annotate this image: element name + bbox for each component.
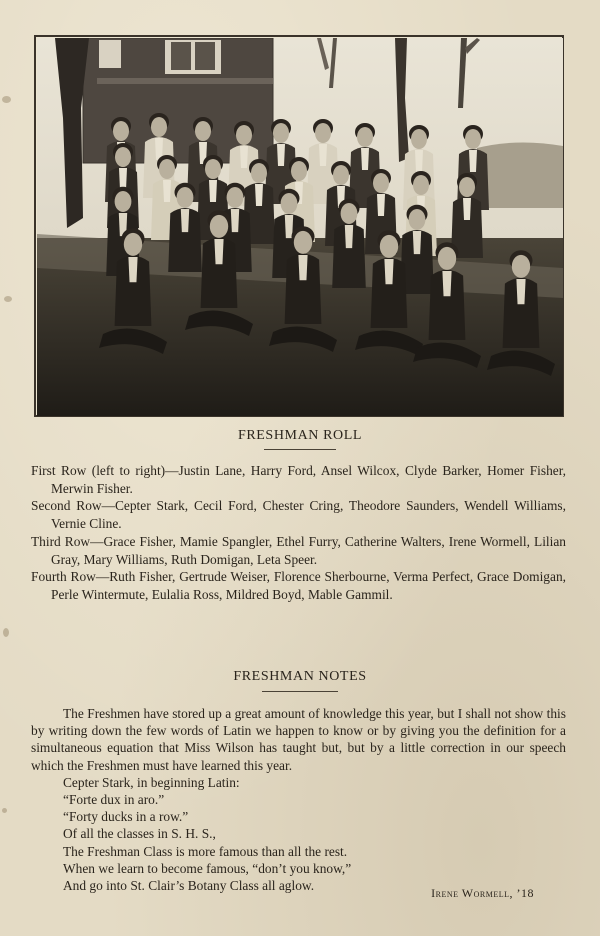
- person-collar: [384, 259, 393, 284]
- person-collar: [163, 180, 171, 202]
- person-face: [357, 127, 373, 147]
- person-collar: [415, 150, 423, 172]
- paper-stain: [2, 96, 11, 103]
- person-face: [195, 121, 211, 141]
- person-face: [294, 231, 312, 254]
- class-photo-icon: [37, 38, 563, 416]
- person-collar: [345, 225, 353, 248]
- person-face: [512, 255, 530, 278]
- paper-stain: [3, 628, 9, 637]
- notes-paragraph: The Freshmen have stored up a great amount of knowledge this year, but I shall not show this by writing down the few words of Latin we happen to know or by giving you the definition for a simultaneous equation that Miss Wilson has taught but, but by a little correction in our speech which the Freshmen must have learned this year.: [31, 706, 566, 773]
- person-collar: [209, 180, 217, 202]
- author-signature: Irene Wormell, ’18: [431, 886, 534, 900]
- person-collar: [298, 255, 307, 280]
- person-face: [315, 123, 331, 143]
- person-face: [291, 161, 307, 181]
- person-face: [273, 123, 289, 143]
- person-collar: [231, 209, 239, 232]
- notes-line: The Freshman Class is more famous than all the rest.: [63, 843, 348, 859]
- person-face: [281, 193, 298, 214]
- person-collar: [361, 148, 369, 170]
- person-face: [465, 129, 481, 149]
- paper-stain: [2, 808, 7, 813]
- person-collar: [463, 198, 471, 220]
- notes-line: When we learn to become famous, “don’t you know,”: [63, 860, 352, 876]
- person-face: [113, 121, 129, 141]
- roll-third-row: Third Row—Grace Fisher, Mamie Spangler, Ethel Furry, Catherine Walters, Irene Wormell, Lilian Gray, Mary Williams, Ruth Domigan, Leta Speer.: [31, 533, 566, 567]
- person-face: [227, 187, 244, 208]
- person-face: [373, 173, 389, 193]
- roll-fourth-row: Fourth Row—Ruth Fisher, Gertrude Weiser, Florence Sherbourne, Verma Perfect, Grace Domigan, Perle Wintermute, Eulalia Ross, Mildred Boyd, Mable Gammil.: [31, 569, 566, 602]
- person-collar: [255, 184, 263, 206]
- person-collar: [319, 144, 327, 166]
- person-face: [236, 125, 252, 145]
- notes-line: Cepter Stark, in beginning Latin:: [63, 774, 240, 790]
- person-collar: [277, 144, 285, 166]
- notes-line: And go into St. Clair’s Botany Class all aglow.: [63, 878, 315, 894]
- person-face: [341, 203, 358, 224]
- person-collar: [214, 239, 223, 264]
- paper-stain: [4, 296, 12, 302]
- person-face: [413, 175, 429, 195]
- person-face: [159, 159, 175, 179]
- class-photo: [34, 35, 564, 417]
- person-face: [177, 187, 194, 208]
- person-face: [409, 209, 426, 230]
- notes-line: Of all the classes in S. H. S.,: [63, 826, 216, 842]
- freshman-notes: [31, 705, 566, 894]
- notes-title-rule: [262, 691, 338, 692]
- person-face: [380, 235, 398, 258]
- roll-title-rule: [264, 449, 336, 450]
- roll-second-row: Second Row—Cepter Stark, Cecil Ford, Chester Cring, Theodore Saunders, Wendell Williams, Vernie Cline.: [31, 498, 566, 532]
- person-face: [205, 159, 221, 179]
- person-collar: [128, 257, 137, 282]
- person-face: [251, 163, 267, 183]
- person-face: [411, 129, 427, 149]
- person-collar: [377, 194, 385, 216]
- person-face: [115, 191, 132, 212]
- person-face: [438, 247, 456, 270]
- roll-first-row: First Row (left to right)—Justin Lane, Harry Ford, Ansel Wilcox, Clyde Barker, Homer Fisher, Merwin Fisher.: [31, 463, 566, 496]
- person-face: [333, 165, 349, 185]
- notes-title: FRESHMAN NOTES: [233, 669, 367, 684]
- person-collar: [119, 168, 127, 190]
- person-collar: [240, 146, 248, 168]
- person-collar: [181, 209, 189, 232]
- person-face: [459, 177, 475, 197]
- person-collar: [516, 279, 525, 304]
- roll-title: FRESHMAN ROLL: [237, 428, 363, 443]
- notes-line: “Forte dux in aro.”: [63, 792, 165, 808]
- freshman-roll: [31, 462, 566, 604]
- person-face: [210, 215, 228, 238]
- person-face: [151, 117, 167, 137]
- person-collar: [442, 271, 451, 296]
- notes-line: “Forty ducks in a row.”: [63, 809, 189, 825]
- person-collar: [469, 150, 477, 172]
- person-face: [115, 147, 131, 167]
- person-collar: [413, 231, 421, 254]
- person-face: [124, 233, 142, 256]
